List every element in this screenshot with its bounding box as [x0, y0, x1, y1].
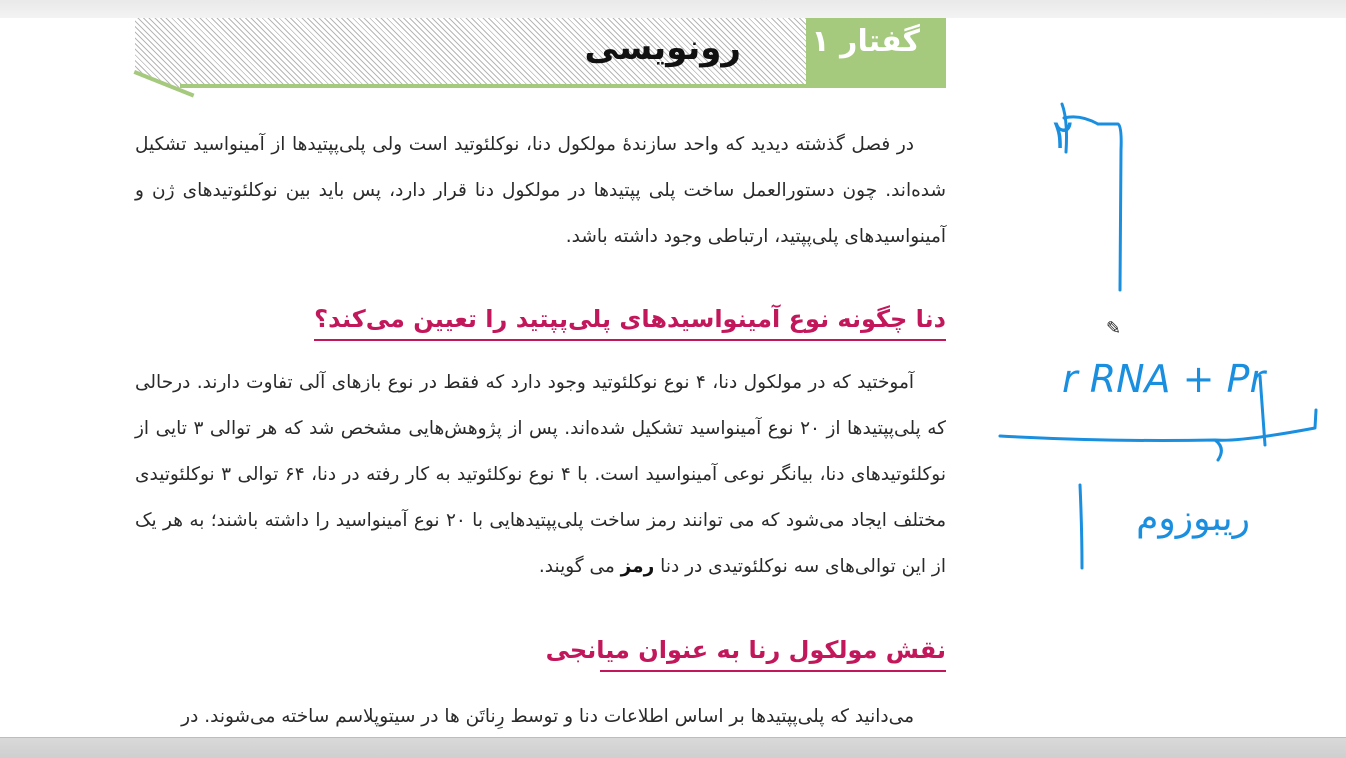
- pencil-cursor-icon: ✎: [1106, 318, 1122, 339]
- lesson-header-banner: [135, 18, 946, 88]
- section-heading-dna-codes: دنا چگونه نوع آمینواسیدهای پلی‌پپتید را تعیین می‌کند؟: [314, 305, 946, 341]
- section-heading-rna-mediator: نقش مولکول رنا به عنوان میانجی: [600, 636, 946, 672]
- section1-paragraph: [135, 360, 946, 590]
- bracket-vertical-line: [1098, 124, 1121, 290]
- lesson-title: رونویسی: [584, 28, 741, 68]
- bold-term-code: رمز: [620, 556, 655, 577]
- intro-paragraph: [135, 122, 946, 260]
- top-toolbar-strip: [0, 0, 1346, 18]
- chapter-label: گفتار ۱: [811, 24, 920, 59]
- top-number-text: ۲: [1052, 112, 1074, 158]
- handwritten-annotation: [990, 90, 1340, 580]
- section1-paragraph-text: [135, 360, 946, 590]
- intro-paragraph-text: در فصل گذشته دیدید که واحد سازندهٔ مولکول دنا، نوکلئوتید است ولی پلی‌پپتیدها از آمینواسید تشکیل شده‌اند. چون دستورالعمل ساخت پلی پپتیدها در مولکول دنا قرار دارد، پس باید بین نوکلئوتیدهای ژن و آمینواسیدهای پلی‌پپتید، ارتباطی وجود داشته باشد.: [135, 134, 946, 247]
- section1-text-part1: آموختید که در مولکول دنا، ۴ نوع نوکلئوتید وجود دارد که فقط در نوع بازهای آلی تفاوت دارند. درحالی که پلی‌پپتیدها از ۲۰ نوع آمینواسید تشکیل شده‌اند. پس از پژوهش‌هایی مشخص شد که هر توالی ۳ تایی از نوکلئوتیدهای دنا، بیانگر نوعی آمینواسید است. با ۴ نوع نوکلئوتید به کار رفته در دنا، ۶۴ توالی ۳ نوکلئوتیدی مختلف ایجاد می‌شود که می توانند رمز ساخت پلی‌پپتیدهایی با ۲۰ نوع آمینواسید را داشته باشند؛ به هر یک از این توالی‌های سه نوکلئوتیدی در دنا: [135, 372, 946, 577]
- bottom-toolbar-strip: [0, 737, 1346, 758]
- section1-text-part2: می گویند.: [538, 556, 621, 577]
- stroke-bottom-left: [1080, 485, 1082, 568]
- brace-left-arm: [1000, 436, 1221, 460]
- formula-text: r RNA + Pr: [1062, 357, 1266, 401]
- section2-paragraph: [135, 694, 946, 740]
- bottom-word-text: ریبوزوم: [1136, 498, 1250, 539]
- handwriting-strokes: [990, 90, 1340, 580]
- section2-paragraph-text: می‌دانید که پلی‌پپتیدها بر اساس اطلاعات دنا و توسط رِناتَن ها در سیتوپلاسم ساخته می‌شوند. در: [181, 706, 914, 727]
